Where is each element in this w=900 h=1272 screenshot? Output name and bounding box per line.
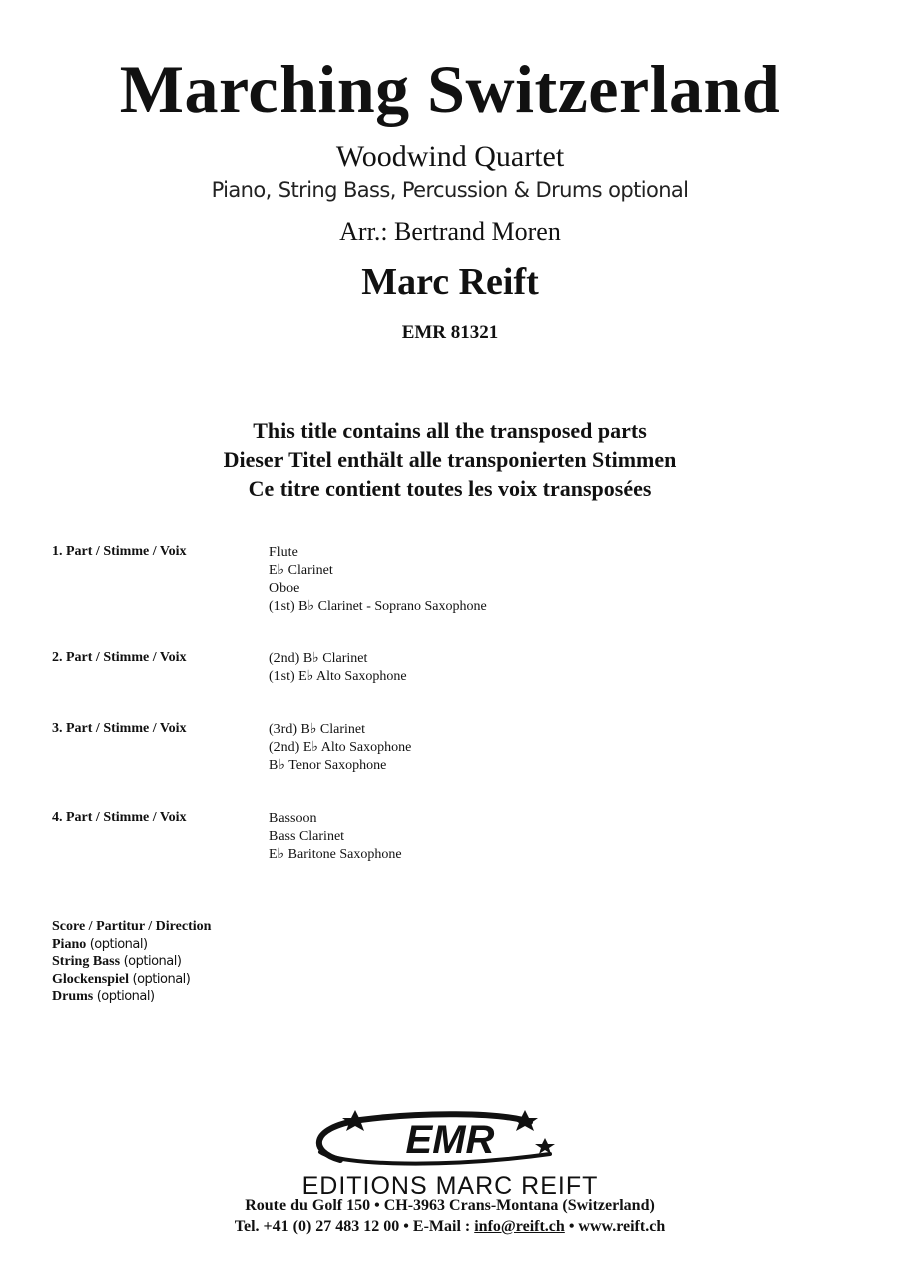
instrument: (2nd) B♭ Clarinet <box>269 651 368 666</box>
notice-german: Dieser Titel enthält alle transponierten Stimmen <box>223 447 677 472</box>
subtitle: Woodwind Quartet <box>335 140 565 173</box>
part-1-label: 1. Part / Stimme / Voix <box>52 544 187 559</box>
instrument: Oboe <box>269 581 300 596</box>
instrument: (3rd) B♭ Clarinet <box>269 722 366 737</box>
publisher-address: Route du Golf 150 • CH-3963 Crans-Montana (Switzerland) <box>245 1197 655 1214</box>
publisher-contact <box>0 1218 900 1236</box>
instrument: Bassoon <box>269 811 317 826</box>
optional-tag: (optional) <box>89 936 148 952</box>
instrument: B♭ Tenor Saxophone <box>269 758 387 773</box>
part-1-instruments <box>269 544 487 616</box>
catalog-number: EMR 81321 <box>401 322 499 343</box>
email-link[interactable]: info@reift.ch <box>474 1218 565 1235</box>
page-title: Marching Switzerland <box>119 51 781 127</box>
optional-tag: (optional) <box>123 954 182 969</box>
logo-text: EMR <box>405 1118 495 1162</box>
instrumentation: Piano, String Bass, Percussion & Drums optional <box>211 178 689 202</box>
extras-list <box>52 918 211 1006</box>
instrument: Bass Clarinet <box>269 829 345 844</box>
instrument: E♭ Baritone Saxophone <box>269 847 402 862</box>
publisher-name: EDITIONS MARC REIFT <box>301 1172 599 1200</box>
part-4-label: 4. Part / Stimme / Voix <box>52 810 187 825</box>
extra-item: Piano <box>52 936 87 952</box>
arranger: Arr.: Bertrand Moren <box>339 217 561 246</box>
website-link[interactable]: • www.reift.ch <box>568 1218 666 1235</box>
optional-tag: (optional) <box>132 971 191 987</box>
extra-item: String Bass <box>52 954 121 969</box>
score-label: Score / Partitur / Direction <box>52 919 212 934</box>
instrument: (1st) B♭ Clarinet - Soprano Saxophone <box>269 599 487 614</box>
emr-logo <box>300 1108 600 1170</box>
composer: Marc Reift <box>361 261 539 303</box>
notice-french: Ce titre contient toutes les voix transposées <box>248 476 652 501</box>
instrument: E♭ Clarinet <box>269 563 333 578</box>
instrument: Flute <box>269 545 298 560</box>
instrument: (2nd) E♭ Alto Saxophone <box>269 740 412 755</box>
phone-text: Tel. +41 (0) 27 483 12 00 • E-Mail : <box>234 1218 471 1235</box>
extra-item: Drums <box>52 989 94 1004</box>
part-2-label: 2. Part / Stimme / Voix <box>52 650 187 665</box>
part-3-instruments <box>269 721 411 775</box>
part-2-instruments <box>269 650 407 686</box>
notice-english: This title contains all the transposed parts <box>253 418 647 443</box>
part-3-label: 3. Part / Stimme / Voix <box>52 721 187 736</box>
instrument: (1st) E♭ Alto Saxophone <box>269 669 407 684</box>
optional-tag: (optional) <box>96 989 155 1004</box>
part-4-instruments <box>269 810 402 864</box>
extra-item: Glockenspiel <box>52 971 130 987</box>
